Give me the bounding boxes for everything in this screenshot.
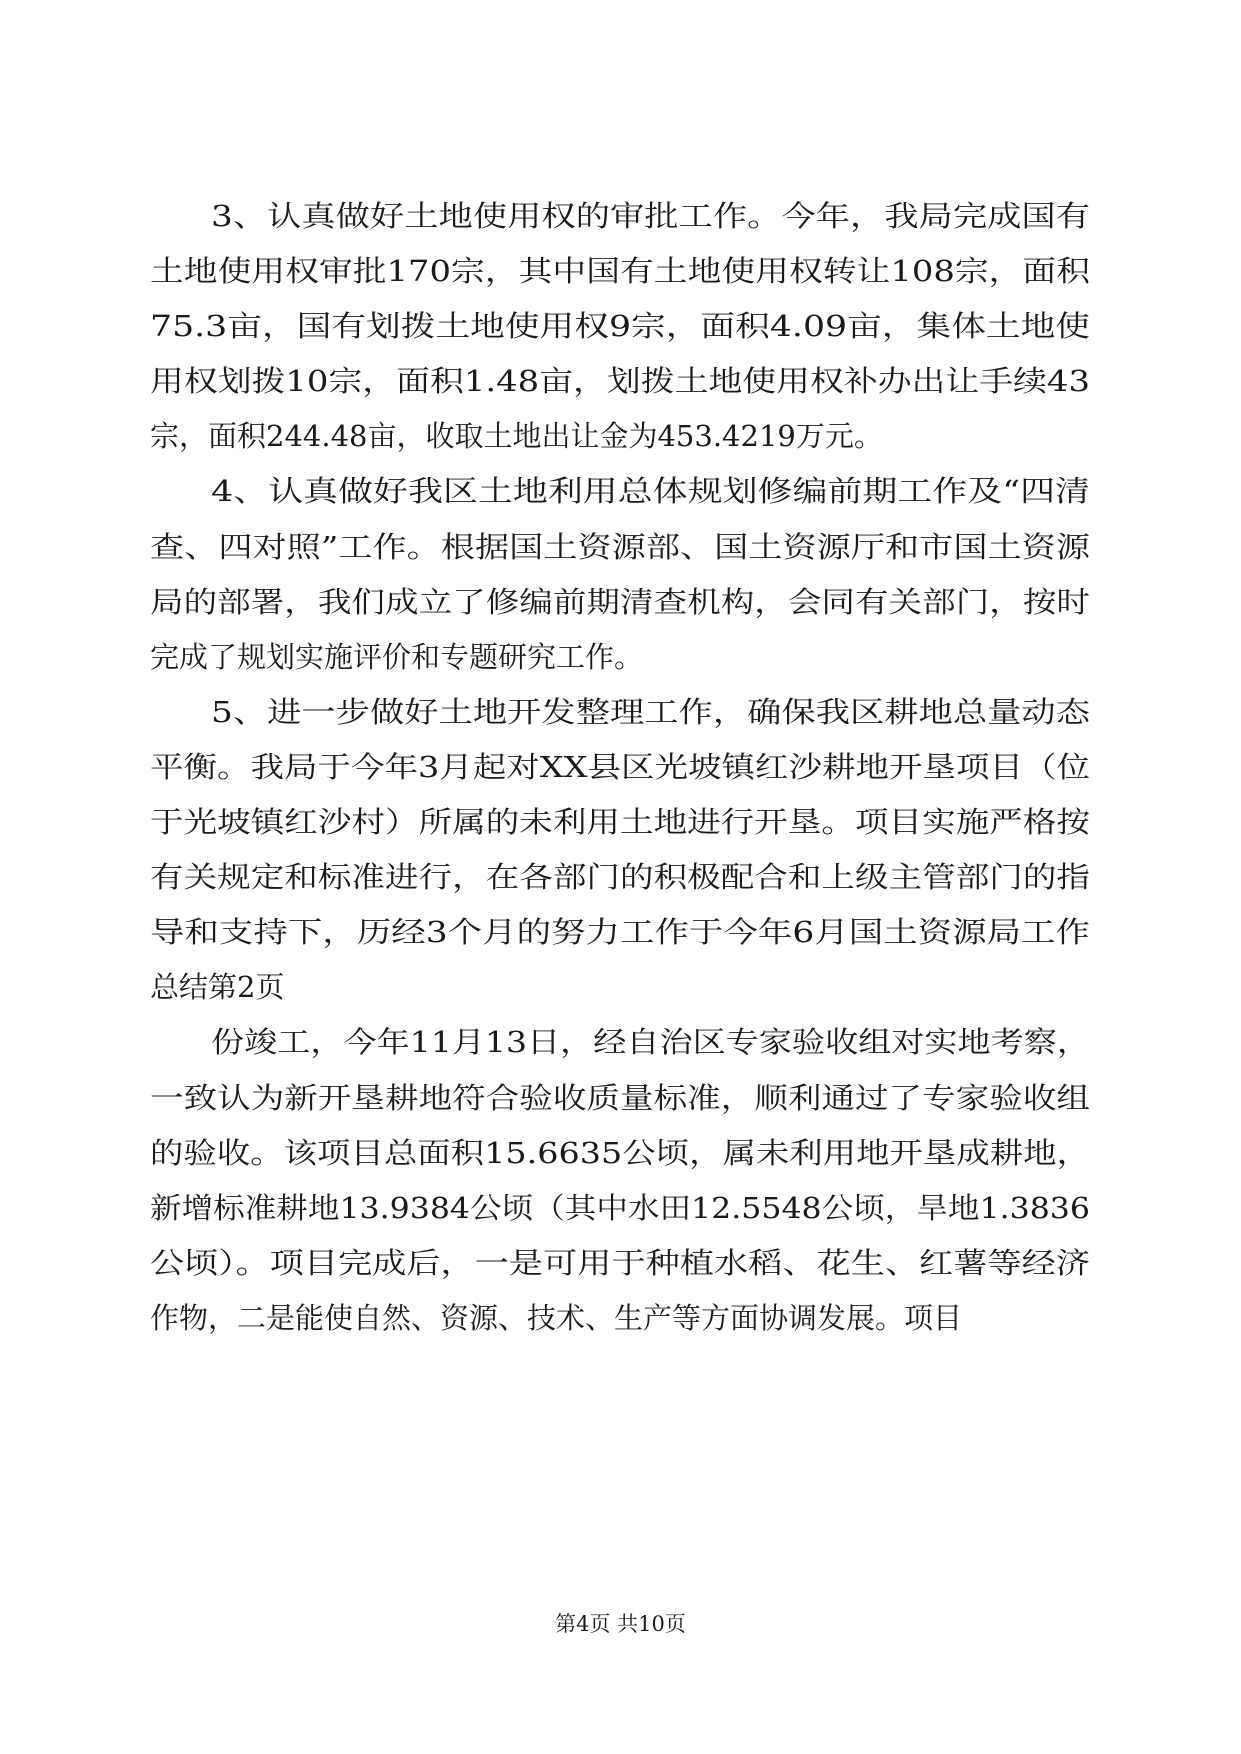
text-line-content: 局的部署，我们成立了修编前期清查机构，会同有关部门，按时 [150,585,1090,619]
text-line [0,1076,1241,1120]
text-line [0,800,1241,844]
text-line-content: 75.3亩，国有划拨土地使用权9宗，面积4.09亩，集体土地使 [150,309,1090,343]
text-line [0,1296,1241,1340]
text-line [0,414,1241,458]
text-line-content: 3、认真做好土地使用权的审批工作。今年，我局完成国有 [211,199,1090,233]
text-line-content: 完成了规划实施评价和专题研究工作。 [150,640,644,674]
text-line-content: 查、四对照”工作。根据国土资源部、国土资源厅和市国土资源 [150,530,1090,564]
text-line-content: 作物，二是能使自然、资源、技术、生产等方面协调发展。项目 [150,1301,963,1335]
text-line-content: 用权划拨10宗，面积1.48亩，划拨土地使用权补办出让手续43 [150,364,1090,398]
text-line [0,855,1241,899]
text-line [0,469,1241,513]
text-line-content: 宗，面积244.48亩，收取土地出让金为453.4219万元。 [150,419,883,453]
text-line [0,1020,1241,1064]
text-line-content: 公顷）。项目完成后，一是可用于种植水稻、花生、红薯等经济 [150,1246,1090,1280]
text-line-content: 于光坡镇红沙村）所属的未利用土地进行开垦。项目实施严格按 [150,805,1090,839]
text-line [0,194,1241,238]
text-line [0,304,1241,348]
text-line [0,910,1241,954]
text-line-content: 新增标准耕地13.9384公顷（其中水田12.5548公顷，旱地1.3836 [150,1191,1090,1225]
text-line [0,249,1241,293]
text-line-content: 有关规定和标准进行，在各部门的积极配合和上级主管部门的指 [150,860,1090,894]
text-line-content: 5、进一步做好土地开发整理工作，确保我区耕地总量动态 [211,695,1090,729]
text-line [0,525,1241,569]
page-footer: 第4页 共10页 [555,1612,686,1636]
text-line [0,1241,1241,1285]
text-line-content: 平衡。我局于今年3月起对XX县区光坡镇红沙耕地开垦项目（位 [150,750,1090,784]
text-line-content: 导和支持下，历经3个月的努力工作于今年6月国土资源局工作 [150,915,1090,949]
text-line-content: 一致认为新开垦耕地符合验收质量标准，顺利通过了专家验收组 [150,1081,1090,1115]
text-line [0,1131,1241,1175]
text-line [0,1186,1241,1230]
text-line-content: 土地使用权审批170宗，其中国有土地使用权转让108宗，面积 [150,254,1090,288]
text-line [0,690,1241,734]
text-line [0,745,1241,789]
text-line [0,580,1241,624]
text-line-content: 4、认真做好我区土地利用总体规划修编前期工作及“四清 [211,474,1090,508]
text-line [0,359,1241,403]
text-line-content: 总结第2页 [150,970,285,1004]
text-line-content: 份竣工，今年11月13日，经自治区专家验收组对实地考察， [211,1025,1090,1059]
text-line [0,635,1241,679]
text-line [0,965,1241,1009]
text-line-content: 的验收。该项目总面积15.6635公顷，属未利用地开垦成耕地， [150,1136,1090,1170]
